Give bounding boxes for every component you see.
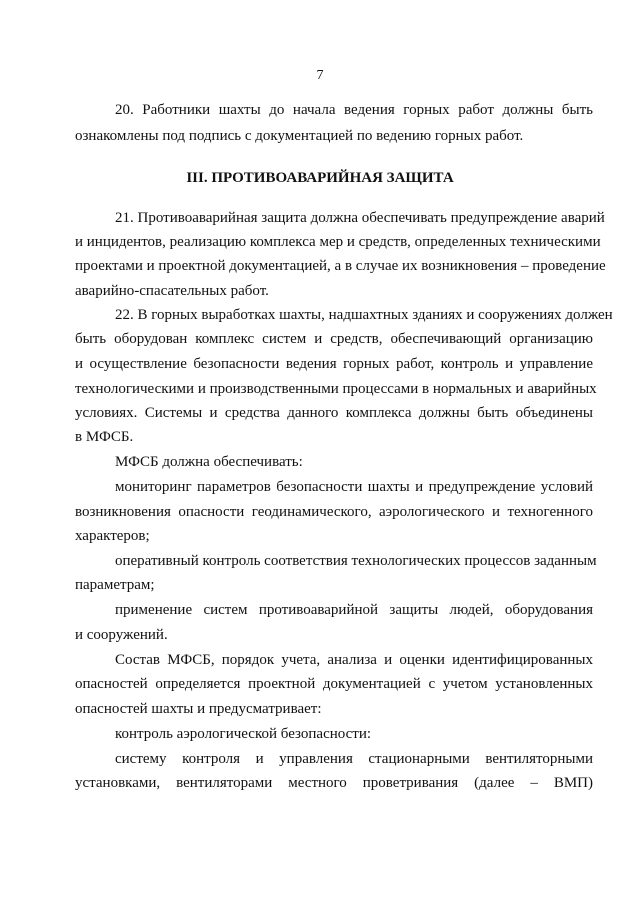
text-line: МФСБ должна обеспечивать: xyxy=(115,454,303,470)
text-line: аварийно-спасательных работ. xyxy=(75,283,269,299)
text-line: опасностей шахты и предусматривает: xyxy=(75,701,322,717)
text-line: технологическими и производственными процессами в нормальных и аварийных xyxy=(75,381,597,397)
text-line: установками, вентиляторами местного проветривания (далее – ВМП) xyxy=(75,775,593,791)
section-heading: III. ПРОТИВОАВАРИЙНАЯ ЗАЩИТА xyxy=(186,170,454,186)
text-line: в МФСБ. xyxy=(75,429,134,445)
text-line: условиях. Системы и средства данного комплекса должны быть объединены xyxy=(75,405,593,421)
text-line: оперативный контроль соответствия технологических процессов заданным xyxy=(115,553,597,569)
text-line: и инцидентов, реализацию комплекса мер и средств, определенных техническими xyxy=(75,234,601,250)
text-line: Состав МФСБ, порядок учета, анализа и оценки идентифицированных xyxy=(115,652,593,668)
text-line: проектами и проектной документацией, а в случае их возникновения – проведение xyxy=(75,258,606,274)
text-line: систему контроля и управления стационарными вентиляторными xyxy=(115,751,593,767)
text-line: 21. Противоаварийная защита должна обеспечивать предупреждение аварий xyxy=(115,210,605,226)
text-line: параметрам; xyxy=(75,577,155,593)
text-line: и осуществление безопасности ведения горных работ, контроль и управление xyxy=(75,356,593,372)
page-number: 7 xyxy=(316,68,324,83)
text-line: мониторинг параметров безопасности шахты и предупреждение условий xyxy=(115,479,593,495)
text-line: ознакомлены под подпись с документацией по ведению горных работ. xyxy=(75,128,524,144)
text-line: быть оборудован комплекс систем и средств, обеспечивающий организацию xyxy=(75,331,593,347)
text-line: 22. В горных выработках шахты, надшахтных зданиях и сооружениях должен xyxy=(115,307,613,323)
text-line: 20. Работники шахты до начала ведения горных работ должны быть xyxy=(115,102,593,118)
text-line: применение систем противоаварийной защиты людей, оборудования xyxy=(115,602,593,618)
text-line: возникновения опасности геодинамического, аэрологического и техногенного xyxy=(75,504,593,520)
text-line: и сооружений. xyxy=(75,627,168,643)
text-line: опасностей определяется проектной документацией с учетом установленных xyxy=(75,676,593,692)
text-line: контроль аэрологической безопасности: xyxy=(115,726,372,742)
text-line: характеров; xyxy=(75,528,150,544)
